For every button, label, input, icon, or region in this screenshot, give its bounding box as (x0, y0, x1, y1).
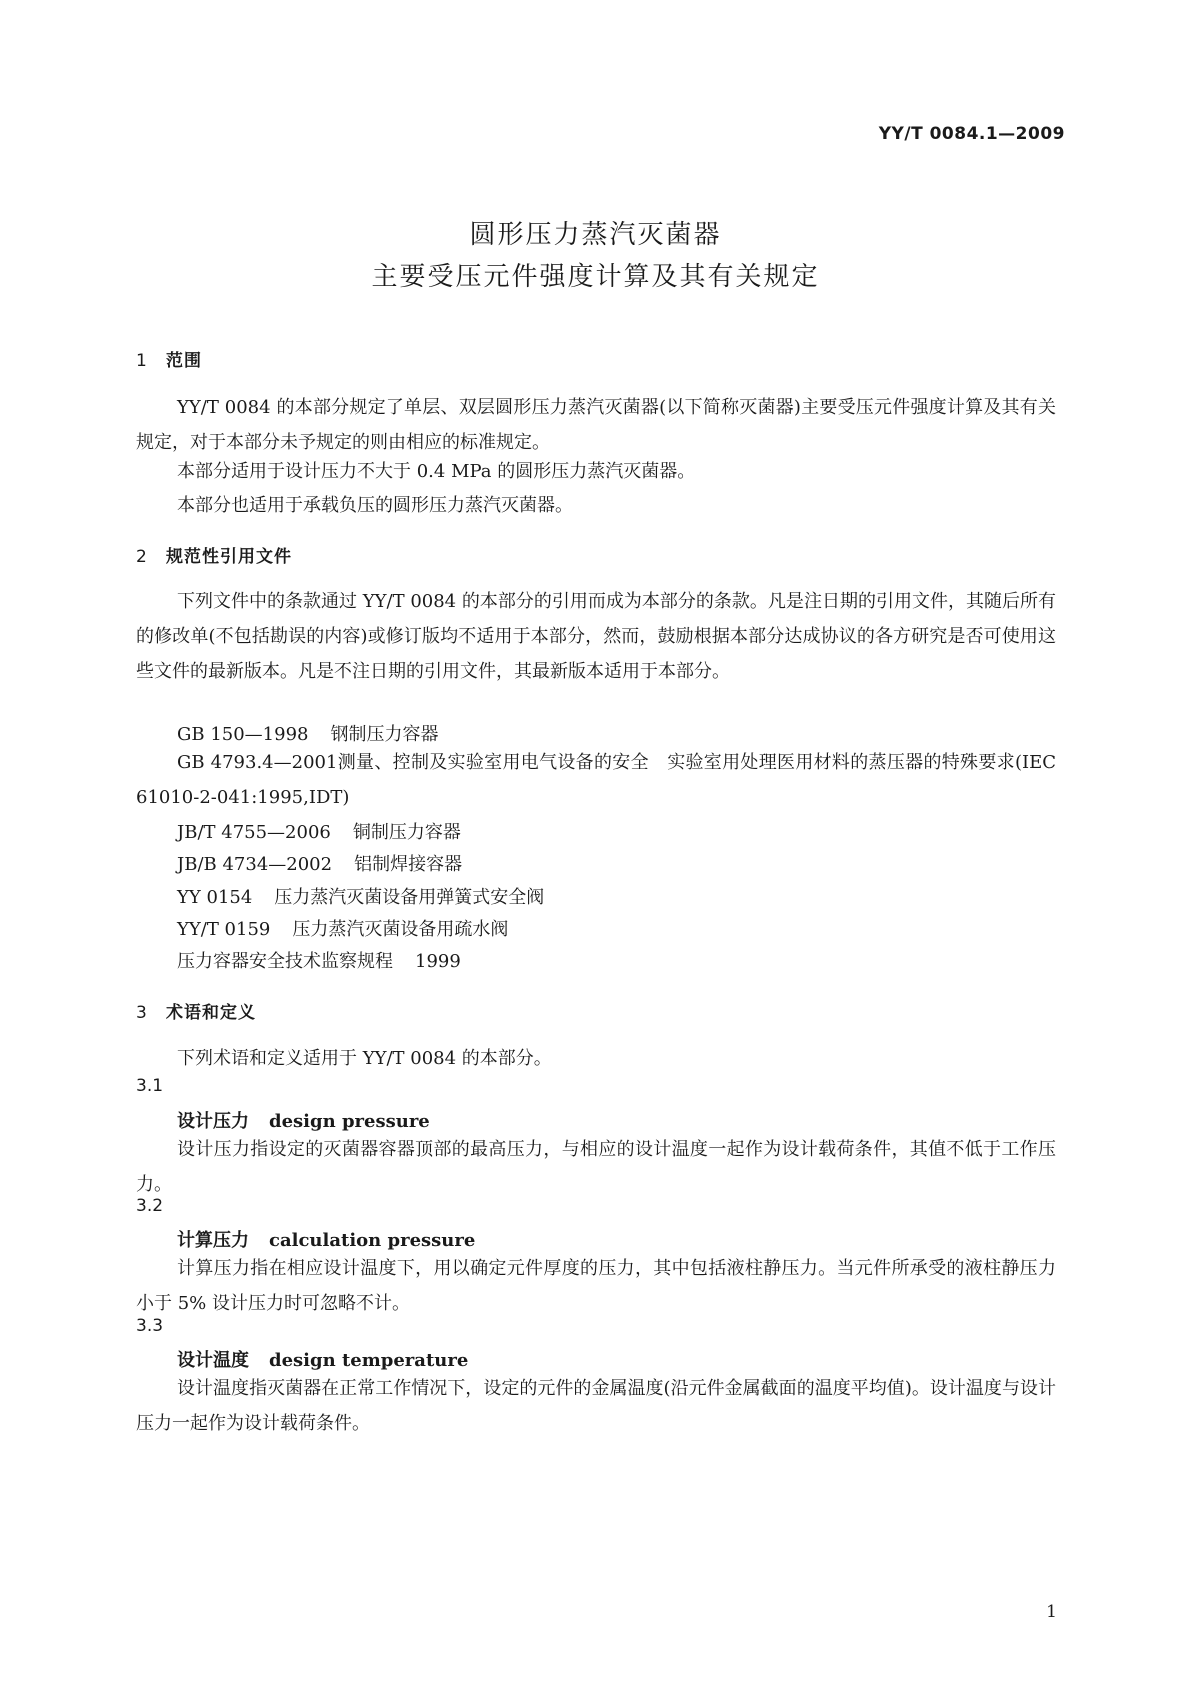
reference-item (177, 915, 508, 941)
section-number: 2 (136, 547, 148, 567)
scope-paragraph-2: 本部分适用于设计压力不大于 0.4 MPa 的圆形压力蒸汽灭菌器。 (177, 461, 696, 482)
reference-title: 钢制压力容器 (330, 724, 439, 745)
reference-title: 测量、控制及实验室用电气设备的安全 实验室用处理医用材料的蒸压器的特殊要求(IEC 61010-2-041:1995,IDT) (136, 752, 1057, 808)
term-zh: 设计压力 (177, 1111, 249, 1132)
term-en: design temperature (269, 1350, 469, 1371)
reference-title: 铝制焊接容器 (354, 854, 463, 875)
section-title: 术语和定义 (166, 1003, 256, 1023)
reference-title: 压力蒸汽灭菌设备用疏水阀 (292, 919, 509, 940)
reference-item (136, 745, 1056, 815)
term-number: 3.3 (136, 1316, 164, 1336)
normative-references-intro: 下列文件中的条款通过 YY/T 0084 的本部分的引用而成为本部分的条款。凡是注日期的引用文件，其随后所有的修改单(不包括勘误的内容)或修订版均不适用于本部分，然而，鼓励根据本部分达成协议的各方研究是否可使用这些文件的最新版本。凡是不注日期的引用文件，其最新版本适用于本部分。 (136, 591, 1056, 682)
reference-title: 1999 (415, 951, 461, 972)
term-en: calculation pressure (269, 1230, 476, 1251)
term-definition: 设计压力指设定的灭菌器容器顶部的最高压力，与相应的设计温度一起作为设计载荷条件，其值不低于工作压力。 (136, 1139, 1056, 1195)
scope-paragraph-3: 本部分也适用于承载负压的圆形压力蒸汽灭菌器。 (177, 495, 573, 516)
reference-item (177, 720, 439, 746)
section-title: 规范性引用文件 (166, 547, 292, 567)
reference-code: GB 4793.4—2001 (177, 752, 338, 773)
section-number: 1 (136, 351, 148, 371)
reference-code: YY/T 0159 (177, 919, 271, 940)
scope-paragraph-1: YY/T 0084 的本部分规定了单层、双层圆形压力蒸汽灭菌器(以下简称灭菌器)主要受压元件强度计算及其有关规定，对于本部分未予规定的则由相应的标准规定。 (136, 397, 1056, 453)
reference-code: GB 150—1998 (177, 724, 309, 745)
term-definition: 计算压力指在相应设计温度下，用以确定元件厚度的压力，其中包括液柱静压力。当元件所承受的液柱静压力小于 5% 设计压力时可忽略不计。 (136, 1258, 1056, 1314)
reference-item (177, 947, 461, 973)
term-number: 3.1 (136, 1076, 164, 1096)
reference-item (177, 883, 544, 909)
page-number: 1 (1046, 1602, 1057, 1622)
document-number: YY/T 0084.1—2009 (878, 124, 1065, 144)
reference-title: 铜制压力容器 (352, 822, 461, 843)
term-number: 3.2 (136, 1196, 164, 1216)
section-1-heading (136, 346, 202, 371)
term-zh: 设计温度 (177, 1350, 249, 1371)
reference-title: 压力蒸汽灭菌设备用弹簧式安全阀 (274, 887, 545, 908)
section-2-heading (136, 542, 292, 567)
term-heading (177, 1107, 430, 1133)
terms-intro: 下列术语和定义适用于 YY/T 0084 的本部分。 (177, 1048, 552, 1069)
reference-code: 压力容器安全技术监察规程 (177, 951, 393, 972)
reference-code: YY 0154 (177, 887, 253, 908)
term-heading (177, 1346, 468, 1372)
section-3-heading (136, 998, 256, 1023)
term-definition: 设计温度指灭菌器在正常工作情况下，设定的元件的金属温度(沿元件金属截面的温度平均值)。设计温度与设计压力一起作为设计载荷条件。 (136, 1378, 1056, 1434)
section-title: 范围 (166, 351, 202, 371)
term-en: design pressure (269, 1111, 430, 1132)
reference-code: JB/T 4755—2006 (177, 822, 331, 843)
section-number: 3 (136, 1003, 148, 1023)
reference-item (177, 818, 461, 844)
reference-item (177, 850, 462, 876)
title-line-1: 圆形压力蒸汽灭菌器 (469, 220, 722, 250)
title-line-2: 主要受压元件强度计算及其有关规定 (371, 262, 820, 292)
term-zh: 计算压力 (177, 1230, 249, 1251)
term-heading (177, 1226, 475, 1252)
reference-code: JB/B 4734—2002 (177, 854, 333, 875)
